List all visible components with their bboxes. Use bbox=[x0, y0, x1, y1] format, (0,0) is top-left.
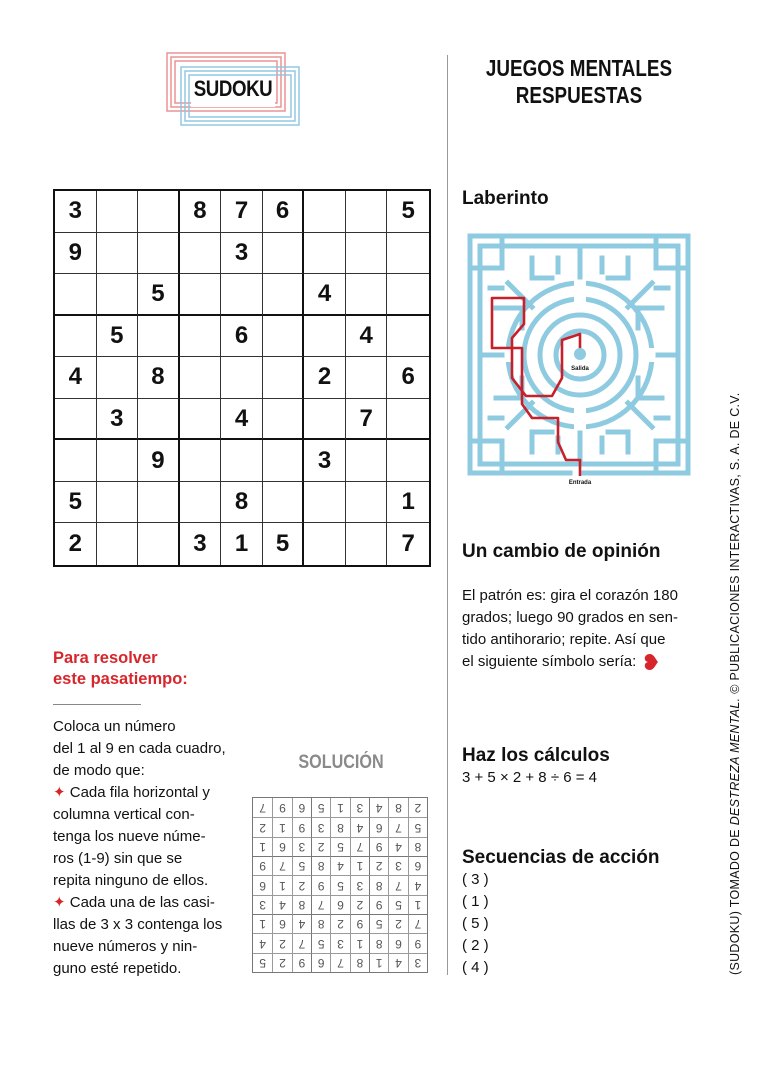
solution-cell: 1 bbox=[350, 856, 369, 875]
instructions-title-line: Para resolver bbox=[53, 649, 158, 667]
solution-cell: 5 bbox=[408, 817, 427, 836]
solution-cell: 9 bbox=[369, 895, 388, 914]
sudoku-cell: 7 bbox=[346, 399, 388, 441]
sudoku-cell bbox=[55, 440, 97, 482]
sudoku-cell bbox=[221, 357, 263, 399]
sudoku-cell: 3 bbox=[97, 399, 139, 441]
solution-cell: 9 bbox=[292, 817, 311, 836]
solution-cell: 8 bbox=[369, 875, 388, 894]
sudoku-cell bbox=[387, 440, 429, 482]
sudoku-cell: 9 bbox=[138, 440, 180, 482]
sudoku-cell bbox=[138, 191, 180, 233]
instructions-line: nueve números y nin- bbox=[53, 938, 198, 955]
solution-cell: 5 bbox=[253, 953, 272, 972]
sudoku-cell: 4 bbox=[304, 274, 346, 316]
sudoku-cell bbox=[97, 440, 139, 482]
sudoku-cell: 1 bbox=[387, 482, 429, 524]
credit-prefix: (SUDOKU) TOMADO DE bbox=[728, 825, 742, 975]
sequence-item: ( 1 ) bbox=[462, 893, 489, 910]
sudoku-cell: 2 bbox=[55, 523, 97, 565]
solution-cell: 1 bbox=[272, 875, 291, 894]
column-divider bbox=[447, 55, 448, 975]
solution-cell: 8 bbox=[311, 914, 330, 933]
solution-cell: 2 bbox=[350, 895, 369, 914]
solution-cell: 4 bbox=[408, 875, 427, 894]
instructions-line: del 1 al 9 en cada cuadro, bbox=[53, 740, 226, 757]
solution-cell: 9 bbox=[253, 856, 272, 875]
sudoku-cell: 5 bbox=[55, 482, 97, 524]
credit-line bbox=[728, 392, 742, 975]
instructions-line: ros (1-9) sin que se bbox=[53, 850, 183, 867]
sudoku-cell bbox=[138, 316, 180, 358]
solution-cell: 6 bbox=[369, 817, 388, 836]
sudoku-cell: 3 bbox=[180, 523, 222, 565]
sudoku-cell bbox=[97, 357, 139, 399]
solution-cell: 2 bbox=[388, 914, 407, 933]
sudoku-cell bbox=[263, 482, 305, 524]
solution-cell: 7 bbox=[330, 953, 349, 972]
solution-cell: 1 bbox=[350, 933, 369, 952]
sudoku-cell bbox=[304, 191, 346, 233]
solution-cell: 6 bbox=[408, 856, 427, 875]
sudoku-cell bbox=[55, 274, 97, 316]
sudoku-cell: 4 bbox=[346, 316, 388, 358]
opinion-line: El patrón es: gira el corazón 180 bbox=[462, 587, 678, 604]
solution-cell: 7 bbox=[272, 856, 291, 875]
solution-cell: 3 bbox=[330, 933, 349, 952]
instructions-line: repita ninguno de ellos. bbox=[53, 872, 209, 889]
sudoku-cell bbox=[180, 357, 222, 399]
solution-cell: 1 bbox=[330, 798, 349, 817]
instructions-title-line: este pasatiempo: bbox=[53, 670, 188, 688]
sudoku-cell bbox=[263, 274, 305, 316]
sudoku-cell bbox=[180, 316, 222, 358]
sudoku-cell: 4 bbox=[55, 357, 97, 399]
solution-cell: 9 bbox=[311, 875, 330, 894]
solution-cell: 3 bbox=[253, 895, 272, 914]
opinion-line: tido antihorario; repite. Así que bbox=[462, 631, 666, 648]
opinion-line: el siguiente símbolo sería: bbox=[462, 653, 637, 670]
solution-cell: 1 bbox=[272, 817, 291, 836]
solution-cell: 2 bbox=[311, 837, 330, 856]
solution-cell: 2 bbox=[253, 817, 272, 836]
solution-cell: 5 bbox=[330, 837, 349, 856]
solution-cell: 4 bbox=[350, 817, 369, 836]
maze-entry-label: Entrada bbox=[568, 480, 592, 486]
solution-cell: 5 bbox=[369, 914, 388, 933]
solution-cell: 7 bbox=[311, 895, 330, 914]
solution-cell: 4 bbox=[369, 798, 388, 817]
solution-cell: 5 bbox=[388, 895, 407, 914]
sudoku-cell: 5 bbox=[387, 191, 429, 233]
logo-text: SUDOKU bbox=[193, 76, 273, 101]
sequence-item: ( 3 ) bbox=[462, 871, 489, 888]
sudoku-logo bbox=[166, 52, 300, 126]
solution-cell: 3 bbox=[311, 817, 330, 836]
sudoku-cell bbox=[263, 399, 305, 441]
solution-cell: 7 bbox=[388, 817, 407, 836]
solution-cell: 4 bbox=[330, 856, 349, 875]
sudoku-cell: 3 bbox=[304, 440, 346, 482]
solution-cell: 3 bbox=[388, 856, 407, 875]
sudoku-cell bbox=[180, 274, 222, 316]
solution-cell: 9 bbox=[408, 933, 427, 952]
sudoku-cell: 6 bbox=[221, 316, 263, 358]
solution-cell: 5 bbox=[330, 875, 349, 894]
solution-cell: 2 bbox=[330, 914, 349, 933]
solution-cell: 8 bbox=[350, 953, 369, 972]
solution-cell: 5 bbox=[311, 933, 330, 952]
instructions-line: de modo que: bbox=[53, 762, 145, 779]
sudoku-cell: 5 bbox=[138, 274, 180, 316]
solution-cell: 6 bbox=[292, 798, 311, 817]
solution-cell: 6 bbox=[311, 953, 330, 972]
sudoku-cell bbox=[180, 440, 222, 482]
answers-header bbox=[484, 55, 674, 109]
sudoku-cell: 8 bbox=[180, 191, 222, 233]
sudoku-cell bbox=[97, 191, 139, 233]
sudoku-cell bbox=[138, 233, 180, 275]
maze-title: Laberinto bbox=[462, 188, 549, 209]
solution-cell: 8 bbox=[388, 798, 407, 817]
sudoku-cell bbox=[304, 399, 346, 441]
sudoku-cell bbox=[304, 233, 346, 275]
instructions-text bbox=[53, 716, 243, 980]
solution-cell: 8 bbox=[292, 895, 311, 914]
solution-cell: 8 bbox=[369, 933, 388, 952]
sudoku-cell: 8 bbox=[138, 357, 180, 399]
sequence-item: ( 2 ) bbox=[462, 937, 489, 954]
solution-cell: 3 bbox=[350, 875, 369, 894]
heart-icon bbox=[640, 653, 660, 671]
solution-cell: 7 bbox=[350, 837, 369, 856]
answers-header-line: RESPUESTAS bbox=[515, 82, 643, 108]
solution-cell: 3 bbox=[292, 837, 311, 856]
solution-cell: 4 bbox=[253, 933, 272, 952]
sudoku-cell bbox=[138, 523, 180, 565]
sudoku-cell bbox=[263, 233, 305, 275]
solution-title: SOLUCIÓN bbox=[298, 752, 384, 773]
credit-italic: DESTREZA MENTAL. bbox=[728, 697, 742, 826]
solution-cell: 8 bbox=[408, 837, 427, 856]
sudoku-cell bbox=[180, 399, 222, 441]
sudoku-cell bbox=[97, 233, 139, 275]
sudoku-cell bbox=[346, 191, 388, 233]
solution-cell: 9 bbox=[369, 837, 388, 856]
solution-cell: 2 bbox=[408, 798, 427, 817]
sudoku-cell bbox=[346, 523, 388, 565]
solution-cell: 7 bbox=[259, 800, 267, 815]
sudoku-cell bbox=[221, 440, 263, 482]
sequence-item: ( 4 ) bbox=[462, 959, 489, 976]
solution-cell: 2 bbox=[272, 953, 291, 972]
sequence-item: ( 5 ) bbox=[462, 915, 489, 932]
sudoku-cell: 6 bbox=[387, 357, 429, 399]
sudoku-cell bbox=[387, 274, 429, 316]
solution-cell: 9 bbox=[272, 798, 291, 817]
solution-cell: 1 bbox=[408, 895, 427, 914]
solution-cell: 9 bbox=[350, 914, 369, 933]
solution-cell: 3 bbox=[350, 798, 369, 817]
instructions-divider bbox=[53, 704, 141, 705]
solution-cell: 7 bbox=[388, 875, 407, 894]
instructions-line: Cada una de las casi- bbox=[69, 894, 215, 911]
solution-cell: 1 bbox=[253, 914, 272, 933]
instructions-line: guno esté repetido. bbox=[53, 960, 182, 977]
calc-equation: 3 + 5 × 2 + 8 ÷ 6 = 4 bbox=[462, 769, 597, 786]
instructions-line: Coloca un número bbox=[53, 718, 176, 735]
sudoku-cell bbox=[387, 233, 429, 275]
solution-cell: 7 bbox=[292, 933, 311, 952]
solution-cell: 9 bbox=[292, 953, 311, 972]
sudoku-cell bbox=[387, 316, 429, 358]
solution-cell: 6 bbox=[272, 914, 291, 933]
sudoku-cell bbox=[346, 440, 388, 482]
instructions-line: Cada fila horizontal y bbox=[69, 784, 210, 801]
sudoku-cell bbox=[346, 233, 388, 275]
bullet-star-icon: ✦ bbox=[53, 894, 66, 911]
opinion-text bbox=[462, 585, 702, 673]
solution-cell: 3 bbox=[408, 953, 427, 972]
sequence-title: Secuencias de acción bbox=[462, 847, 660, 868]
sudoku-cell bbox=[346, 357, 388, 399]
solution-cell: 8 bbox=[311, 856, 330, 875]
sudoku-cell bbox=[263, 440, 305, 482]
sudoku-cell: 5 bbox=[97, 316, 139, 358]
sudoku-cell: 7 bbox=[401, 530, 415, 558]
solution-cell: 1 bbox=[253, 837, 272, 856]
sudoku-cell bbox=[263, 357, 305, 399]
sudoku-cell: 2 bbox=[304, 357, 346, 399]
solution-cell: 1 bbox=[369, 953, 388, 972]
sudoku-cell: 4 bbox=[221, 399, 263, 441]
sudoku-cell bbox=[304, 482, 346, 524]
maze-exit-label: Salida bbox=[571, 366, 589, 372]
sudoku-cell: 6 bbox=[263, 191, 305, 233]
sudoku-cell bbox=[304, 316, 346, 358]
sudoku-cell bbox=[138, 482, 180, 524]
solution-cell: 4 bbox=[388, 953, 407, 972]
sudoku-cell bbox=[221, 274, 263, 316]
instructions-line: tenga los nueve núme- bbox=[53, 828, 206, 845]
sudoku-cell bbox=[304, 523, 346, 565]
solution-cell: 6 bbox=[388, 933, 407, 952]
instructions-line: columna vertical con- bbox=[53, 806, 195, 823]
sudoku-cell bbox=[346, 274, 388, 316]
sudoku-cell bbox=[138, 399, 180, 441]
solution-cell: 6 bbox=[330, 895, 349, 914]
instructions-title bbox=[53, 648, 253, 690]
solution-cell: 2 bbox=[292, 875, 311, 894]
maze-solution-image bbox=[462, 228, 696, 488]
sudoku-cell bbox=[55, 399, 97, 441]
opinion-title: Un cambio de opinión bbox=[462, 541, 661, 562]
sudoku-cell bbox=[97, 274, 139, 316]
instructions-line: llas de 3 x 3 contenga los bbox=[53, 916, 223, 933]
sudoku-cell: 3 bbox=[55, 191, 97, 233]
solution-cell: 4 bbox=[272, 895, 291, 914]
credit-suffix: © PUBLICACIONES INTERACTIVAS, S. A. DE C.V. bbox=[728, 392, 742, 698]
sudoku-cell bbox=[346, 482, 388, 524]
sudoku-cell: 5 bbox=[263, 523, 305, 565]
solution-cell: 6 bbox=[253, 875, 272, 894]
solution-cell: 2 bbox=[272, 933, 291, 952]
sudoku-cell: 7 bbox=[221, 191, 263, 233]
calc-title: Haz los cálculos bbox=[462, 745, 610, 766]
sudoku-cell bbox=[387, 399, 429, 441]
sudoku-cell bbox=[55, 316, 97, 358]
sudoku-cell bbox=[97, 482, 139, 524]
solution-cell: 2 bbox=[369, 856, 388, 875]
sequence-list bbox=[462, 869, 702, 979]
opinion-line: grados; luego 90 grados en sen- bbox=[462, 609, 678, 626]
solution-grid bbox=[252, 797, 428, 973]
sudoku-grid bbox=[53, 189, 431, 567]
sudoku-cell: 9 bbox=[55, 233, 97, 275]
sudoku-cell bbox=[97, 523, 139, 565]
sudoku-cell bbox=[263, 316, 305, 358]
solution-cell: 5 bbox=[292, 856, 311, 875]
sudoku-cell: 8 bbox=[221, 482, 263, 524]
sudoku-cell: 1 bbox=[221, 523, 263, 565]
sudoku-cell bbox=[180, 233, 222, 275]
solution-cell: 5 bbox=[311, 798, 330, 817]
solution-cell: 4 bbox=[292, 914, 311, 933]
bullet-star-icon: ✦ bbox=[53, 784, 66, 801]
solution-cell: 6 bbox=[272, 837, 291, 856]
solution-cell: 7 bbox=[408, 914, 427, 933]
sudoku-cell bbox=[180, 482, 222, 524]
solution-cell: 4 bbox=[388, 837, 407, 856]
answers-header-line: JUEGOS MENTALES bbox=[485, 55, 673, 81]
sudoku-cell: 3 bbox=[221, 233, 263, 275]
solution-cell: 8 bbox=[330, 817, 349, 836]
